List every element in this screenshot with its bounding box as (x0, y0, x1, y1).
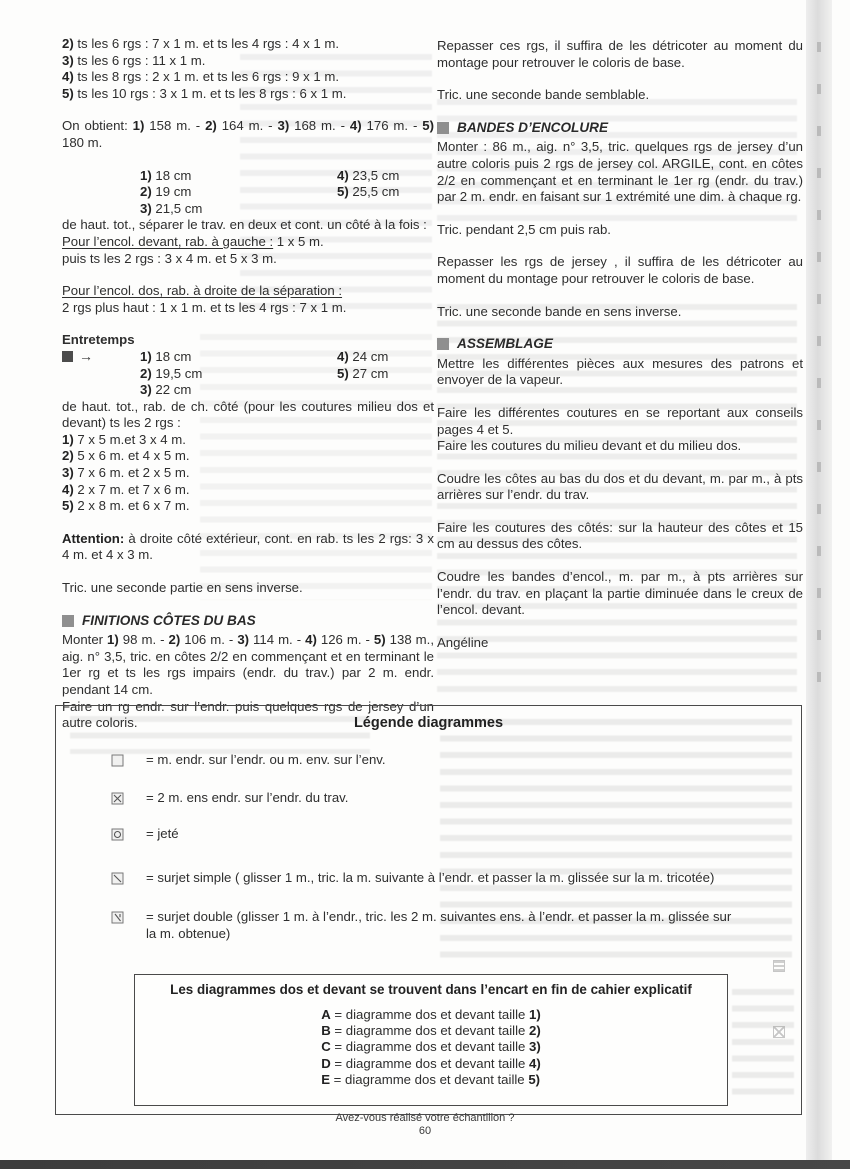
legend-title: Légende diagrammes (353, 715, 504, 731)
signature: Angéline (437, 634, 489, 650)
measure-row: 2) 19 cm 5) 25,5 cm (140, 184, 400, 200)
page-footer (0, 1112, 850, 1138)
square-backslash-bar-icon (111, 911, 124, 924)
footer-question: Avez-vous réalisé votre échantillon ? (335, 1112, 515, 1124)
diagrammes-info-box (134, 974, 728, 1106)
diagramme-size-line: D = diagramme dos et devant taille 4) (321, 1055, 541, 1071)
legend-items (111, 752, 789, 943)
legend-item: = m. endr. sur l’endr. ou m. env. sur l’env. (111, 752, 789, 769)
repasser-paragraph: Repasser ces rgs, il suffira de les détricoter au moment du montage pour retrouver le coloris de base. (437, 38, 803, 70)
info-box-title: Les diagrammes dos et devant se trouvent dans l’encart en fin de cahier explicatif (170, 982, 692, 997)
diagramme-size-line: C = diagramme dos et devant taille 3) (321, 1039, 541, 1055)
square-cross-icon (111, 792, 124, 805)
assemblage-paragraph: Mettre les différentes pièces aux mesures des patrons et envoyer de la vapeur. (437, 355, 803, 388)
measure-row: 3) 21,5 cm (140, 200, 203, 216)
instruction-line: 2 rgs plus haut : 1 x 1 m. et ts les 4 rgs : 7 x 1 m. (62, 299, 347, 315)
on-obtient-paragraph: On obtient: 1) 158 m. - 2) 164 m. - 3) 168 m. - 4) 176 m. - 5) 180 m. (62, 118, 435, 150)
instruction-line: Tric. une seconde bande semblable. (437, 87, 650, 103)
black-square-icon (62, 351, 73, 362)
legend-item: = surjet double (glisser 1 m. à l’endr., tric. les 2 m. suivantes ens. à l’endr. et passer la m. glissée sur la m. obtenue) (111, 909, 789, 942)
rab-line: 5) ts les 10 rgs : 3 x 1 m. et ts les 8 rgs : 6 x 1 m. (62, 85, 347, 101)
bandes-monter-paragraph: Monter : 86 m., aig. n° 3,5, tric. quelques rgs de jersey d’un autre coloris puis 2 rgs de jersey col. ARGILE, cont. en côtes 2/2 en commençant et en terminant le 1er rg (endr. du trav.) par 2 m. endr. en faisant sur 1 extrémité une dim. à chaque rg. (437, 139, 803, 205)
rab-line: 4) ts les 8 rgs : 2 x 1 m. et ts les 6 rgs : 9 x 1 m. (62, 69, 340, 85)
finitions-monter-paragraph: Monter 1) 98 m. - 2) 106 m. - 3) 114 m. - 4) 126 m. - 5) 138 m., aig. n° 3,5, tric. en côtes 2/2 en commençant et en terminant le 1er rg et ts les rgs impairs (endr. du trav.) par 2 m. endr. pendant 14 cm. (62, 632, 434, 697)
diagramme-size-line: E = diagramme dos et devant taille 5) (321, 1071, 541, 1087)
square-circle-icon (111, 828, 124, 841)
page-number: 60 (418, 1125, 432, 1137)
scan-bleed-artifact (817, 42, 821, 702)
assemblage-paragraph: Faire les coutures des côtés: sur la hauteur des côtes et 15 cm au dessus des côtes. (437, 519, 803, 552)
section-finitions-cotes-du-bas: FINITIONS CÔTES DU BAS (62, 613, 434, 630)
instruction-line: Tric. une seconde bande en sens inverse. (437, 303, 682, 319)
instruction-line: Tric. pendant 2,5 cm puis rab. (437, 221, 611, 237)
section-bandes-encolure: BANDES D’ENCOLURE (437, 120, 803, 137)
legend-diagrammes-box (55, 705, 802, 1115)
measure-row: 3) 22 cm (140, 382, 192, 398)
entretemps-title: Entretemps (62, 332, 135, 348)
rab-line: 2) ts les 6 rgs : 7 x 1 m. et ts les 4 rgs : 4 x 1 m. (62, 36, 340, 51)
square-backslash-icon (111, 872, 124, 885)
legend-item: = 2 m. ens endr. sur l’endr. du trav. (111, 790, 789, 807)
entretemps-marker (62, 347, 93, 364)
diagramme-size-line: A = diagramme dos et devant taille 1) (321, 1007, 541, 1022)
right-column (437, 38, 803, 651)
instruction-line: de haut. tot., séparer le trav. en deux et cont. un côté à la fois : (62, 217, 427, 233)
finitions-paragraph: Faire un rg endr. sur l’endr. puis quelques rgs de jersey d’un autre coloris. (62, 698, 434, 731)
rab-line: 4) 2 x 7 m. et 7 x 6 m. (62, 481, 190, 497)
scan-bottom-edge (0, 1160, 850, 1169)
rab-line: 3) 7 x 6 m. et 2 x 5 m. (62, 465, 190, 481)
assemblage-paragraph: Faire les coutures du milieu devant et du milieu dos. (437, 438, 742, 454)
section-assemblage: ASSEMBLAGE (437, 336, 803, 353)
rab-line: 3) ts les 6 rgs : 11 x 1 m. (62, 52, 206, 68)
instruction-line: puis ts les 2 rgs : 3 x 4 m. et 5 x 3 m. (62, 250, 277, 266)
rab-line: 1) 7 x 5 m.et 3 x 4 m. (62, 431, 186, 447)
right-arrow-icon: → (79, 347, 93, 364)
assemblage-paragraph: Coudre les côtes au bas du dos et du devant, m. par m., à pts arrières sur l’endr. du trav. (437, 470, 803, 503)
diagramme-size-line: B = diagramme dos et devant taille 2) (321, 1023, 541, 1039)
rab-line: 5) 2 x 8 m. et 6 x 7 m. (62, 498, 190, 514)
measure-row: 2) 19,5 cm 5) 27 cm (140, 365, 389, 381)
gray-square-icon (437, 122, 449, 134)
assemblage-paragraph: Coudre les bandes d’encol., m. par m., à pts arrières sur l’endr. du trav. en plaçant la partie diminuée dans le creux de l’encol. devant. (437, 569, 803, 618)
encolure-dos-heading: Pour l’encol. dos, rab. à droite de la séparation : (62, 283, 343, 299)
encolure-devant-line: Pour l’encol. devant, rab. à gauche : 1 x 5 m. (62, 233, 324, 249)
repasser-paragraph: Repasser les rgs de jersey , il suffira de les détricoter au moment du montage pour retrouver le coloris de base. (437, 254, 803, 286)
measure-row: 1) 18 cm 4) 23,5 cm (140, 167, 400, 183)
left-column (62, 36, 434, 732)
gray-square-icon (62, 615, 74, 627)
legend-item: = jeté (111, 826, 789, 843)
instruction-line: Tric. une seconde partie en sens inverse. (62, 580, 303, 596)
attention-paragraph: Attention: à droite côté extérieur, cont. en rab. ts les 2 rgs: 3 x 4 m. et 4 x 3 m. (62, 530, 434, 563)
diagramme-size-list (321, 1007, 541, 1088)
gray-square-icon (437, 338, 449, 350)
assemblage-paragraph: Faire les différentes coutures en se reportant aux conseils pages 4 et 5. (437, 404, 803, 437)
legend-item: = surjet simple ( glisser 1 m., tric. la m. suivante à l’endr. et passer la m. glissée sur la m. tricotée) (111, 870, 789, 887)
square-empty-icon (111, 754, 124, 767)
haut-tot-paragraph: de haut. tot., rab. de ch. côté (pour les coutures milieu dos et devant) ts les 2 rgs : (62, 398, 434, 431)
measure-row: → 1) 18 cm 4) 24 cm (62, 349, 434, 366)
rab-line: 2) 5 x 6 m. et 4 x 5 m. (62, 448, 190, 464)
